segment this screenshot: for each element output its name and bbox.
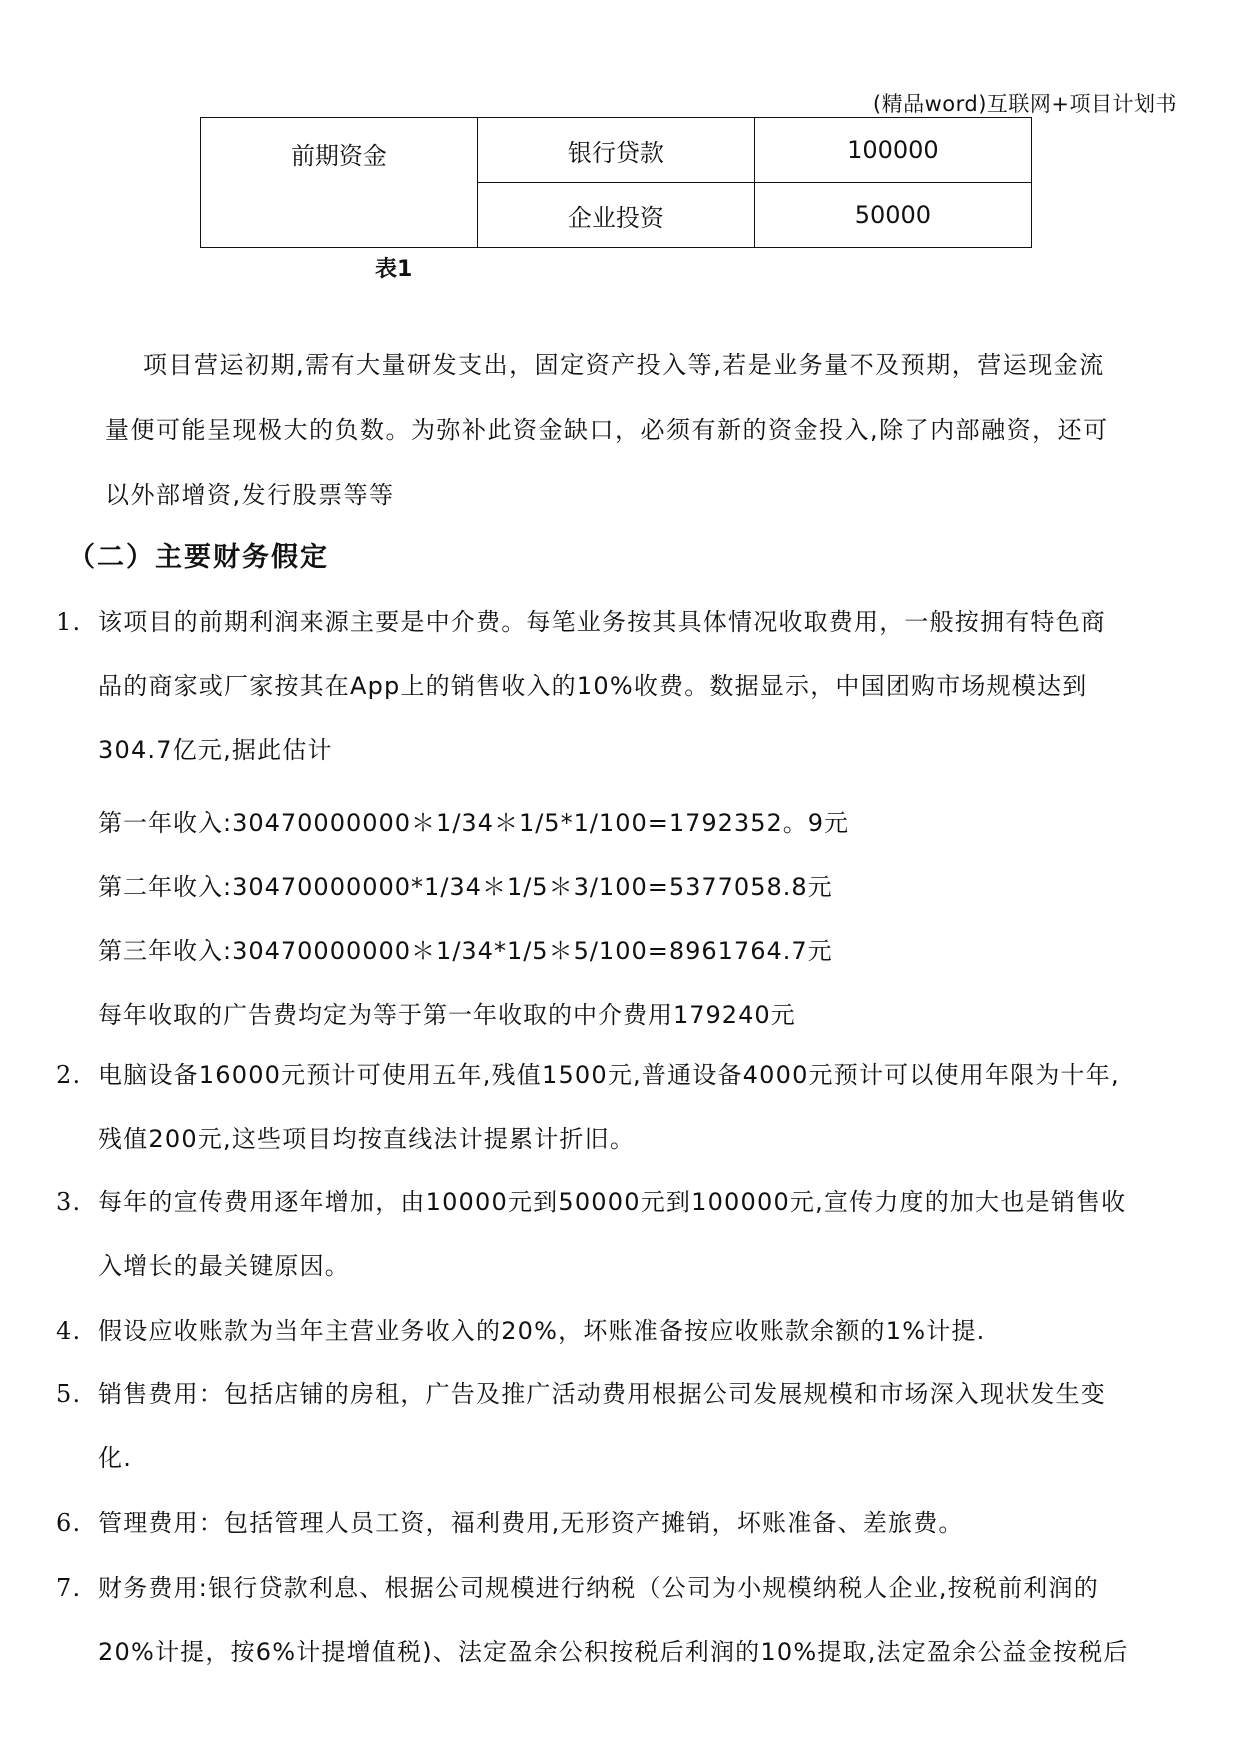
table-cell-source: 银行贷款 (477, 118, 754, 183)
list-item (56, 1556, 1176, 1684)
list-item-line: 入增长的最关键原因。 (98, 1252, 350, 1280)
table-row (201, 118, 1032, 183)
table-cell-amount: 50000 (754, 183, 1031, 248)
list-item-number: 5. (56, 1380, 82, 1408)
list-item-number: 1. (56, 608, 82, 636)
calculation-line: 第二年收入:30470000000*1/34＊1/5＊3/100=5377058.8元 (98, 873, 833, 901)
list-item-line: 该项目的前期利润来源主要是中介费。每笔业务按其具体情况收取费用，一般按拥有特色商 (98, 608, 1106, 636)
paragraph-line: 以外部增资,发行股票等等 (105, 481, 395, 509)
table-caption: 表1 (375, 257, 413, 282)
calculation-line: 第三年收入:30470000000＊1/34*1/5＊5/100=8961764.7元 (98, 937, 833, 965)
intro-paragraph (105, 333, 1175, 528)
section-heading: （二）主要财务假定 (68, 542, 329, 573)
list-item (56, 1170, 1176, 1298)
table-cell-source: 企业投资 (477, 183, 754, 248)
list-item (56, 1362, 1176, 1490)
calculation-line: 每年收取的广告费均定为等于第一年收取的中介费用179240元 (98, 1001, 796, 1029)
list-item-line: 销售费用：包括店铺的房租，广告及推广活动费用根据公司发展规模和市场深入现状发生变 (98, 1380, 1106, 1408)
list-item-number: 4. (56, 1317, 82, 1345)
list-item-line: 品的商家或厂家按其在App上的销售收入的10%收费。数据显示，中国团购市场规模达到 (98, 672, 1088, 700)
list-item-line: 电脑设备16000元预计可使用五年,残值1500元,普通设备4000元预计可以使用年限为十年, (98, 1061, 1120, 1089)
funding-table (200, 117, 1032, 248)
table-row-label: 前期资金 (201, 118, 478, 248)
list-item-number: 2. (56, 1061, 82, 1089)
paragraph-line: 项目营运初期,需有大量研发支出，固定资产投入等,若是业务量不及预期，营运现金流 (143, 351, 1105, 379)
list-item (56, 590, 1176, 782)
list-item-number: 7. (56, 1574, 82, 1602)
list-item-line: 假设应收账款为当年主营业务收入的20%，坏账准备按应收账款余额的1%计提. (98, 1317, 986, 1345)
calculation-line: 第一年收入:30470000000＊1/34＊1/5*1/100=1792352。9元 (98, 809, 849, 837)
list-item-line: 残值200元,这些项目均按直线法计提累计折旧。 (98, 1125, 636, 1153)
list-item (56, 1491, 1176, 1555)
list-item-line: 304.7亿元,据此估计 (98, 736, 333, 764)
list-item-line: 化. (98, 1444, 133, 1472)
list-item-line: 20%计提，按6%计提增值税)、法定盈余公积按税后利润的10%提取,法定盈余公益金按税后 (98, 1638, 1129, 1666)
list-item (56, 1299, 1176, 1363)
table-cell-amount: 100000 (754, 118, 1031, 183)
list-item-line: 每年的宣传费用逐年增加，由10000元到50000元到100000元,宣传力度的加大也是销售收 (98, 1188, 1127, 1216)
list-item-number: 3. (56, 1188, 82, 1216)
paragraph-line: 量便可能呈现极大的负数。为弥补此资金缺口，必须有新的资金投入,除了内部融资，还可 (105, 416, 1109, 444)
running-header: (精品word)互联网+项目计划书 (872, 92, 1177, 116)
list-item-line: 管理费用：包括管理人员工资，福利费用,无形资产摊销，坏账准备、差旅费。 (98, 1509, 964, 1537)
list-item (56, 1043, 1176, 1171)
list-item-number: 6. (56, 1509, 82, 1537)
list-item-line: 财务费用:银行贷款利息、根据公司规模进行纳税（公司为小规模纳税人企业,按税前利润的 (98, 1574, 1099, 1602)
